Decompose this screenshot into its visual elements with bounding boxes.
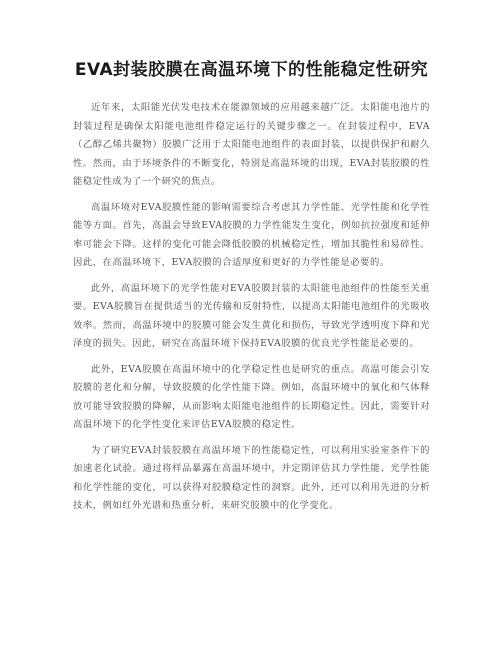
paragraph-method: 为了研究EVA封装胶膜在高温环境下的性能稳定性，可以利用实验室条件下的加速老化试验。通过将样品暴露在高温环境中，并定期评估其力学性能、光学性能和化学性能的变化，可以获得对胶膜稳定性的洞察。此外，还可以利用先进的分析技术，例如红外光谱和热重分析，来研究胶膜中的化学变化。 <box>73 444 430 511</box>
paragraph-mechanical: 高温环境对EVA胶膜性能的影响需要综合考虑其力学性能、光学性能和化学性能等方面。首先，高温会导致EVA胶膜的力学性能发生变化，例如抗拉强度和延伸率可能会下降。这样的变化可能会降低胶膜的机械稳定性，增加其脆性和易碎性。因此，在高温环境下，EVA胶膜的合适厚度和更好的力学性能是必要的。 <box>73 201 430 268</box>
paragraph-chemical: 此外，EVA胶膜在高温环境中的化学稳定性也是研究的重点。高温可能会引发胶膜的老化和分解，导致胶膜的化学性能下降。例如，高温环境中的氧化和气体释放可能导致胶膜的降解，从而影响太阳能电池组件的长期稳定性。因此，需要针对高温环境下的化学性变化来评估EVA胶膜的稳定性。 <box>73 363 430 430</box>
document-title: EVA封装胶膜在高温环境下的性能稳定性研究 <box>74 60 429 80</box>
paragraph-intro: 近年来，太阳能光伏发电技术在能源领域的应用越来越广泛。太阳能电池片的封装过程是确保太阳能电池组件稳定运行的关键步骤之一。在封装过程中，EVA（乙醇乙烯共聚物）胶膜广泛用于太阳能电池组件的表面封装，以提供保护和耐久性。然而，由于环境条件的不断变化，特别是高温环境的出现，EVA封装胶膜的性能稳定性成为了一个研究的焦点。 <box>73 102 430 187</box>
paragraph-optical: 此外，高温环境下的光学性能对EVA胶膜封装的太阳能电池组件的性能至关重要。EVA胶膜旨在提供适当的光传输和反射特性，以提高太阳能电池组件的光吸收效率。然而，高温环境中的胶膜可能会发生黄化和损伤，导致光学透明度下降和光泽度的损失。因此，研究在高温环境下保持EVA胶膜的优良光学性能是必要的。 <box>73 282 430 349</box>
